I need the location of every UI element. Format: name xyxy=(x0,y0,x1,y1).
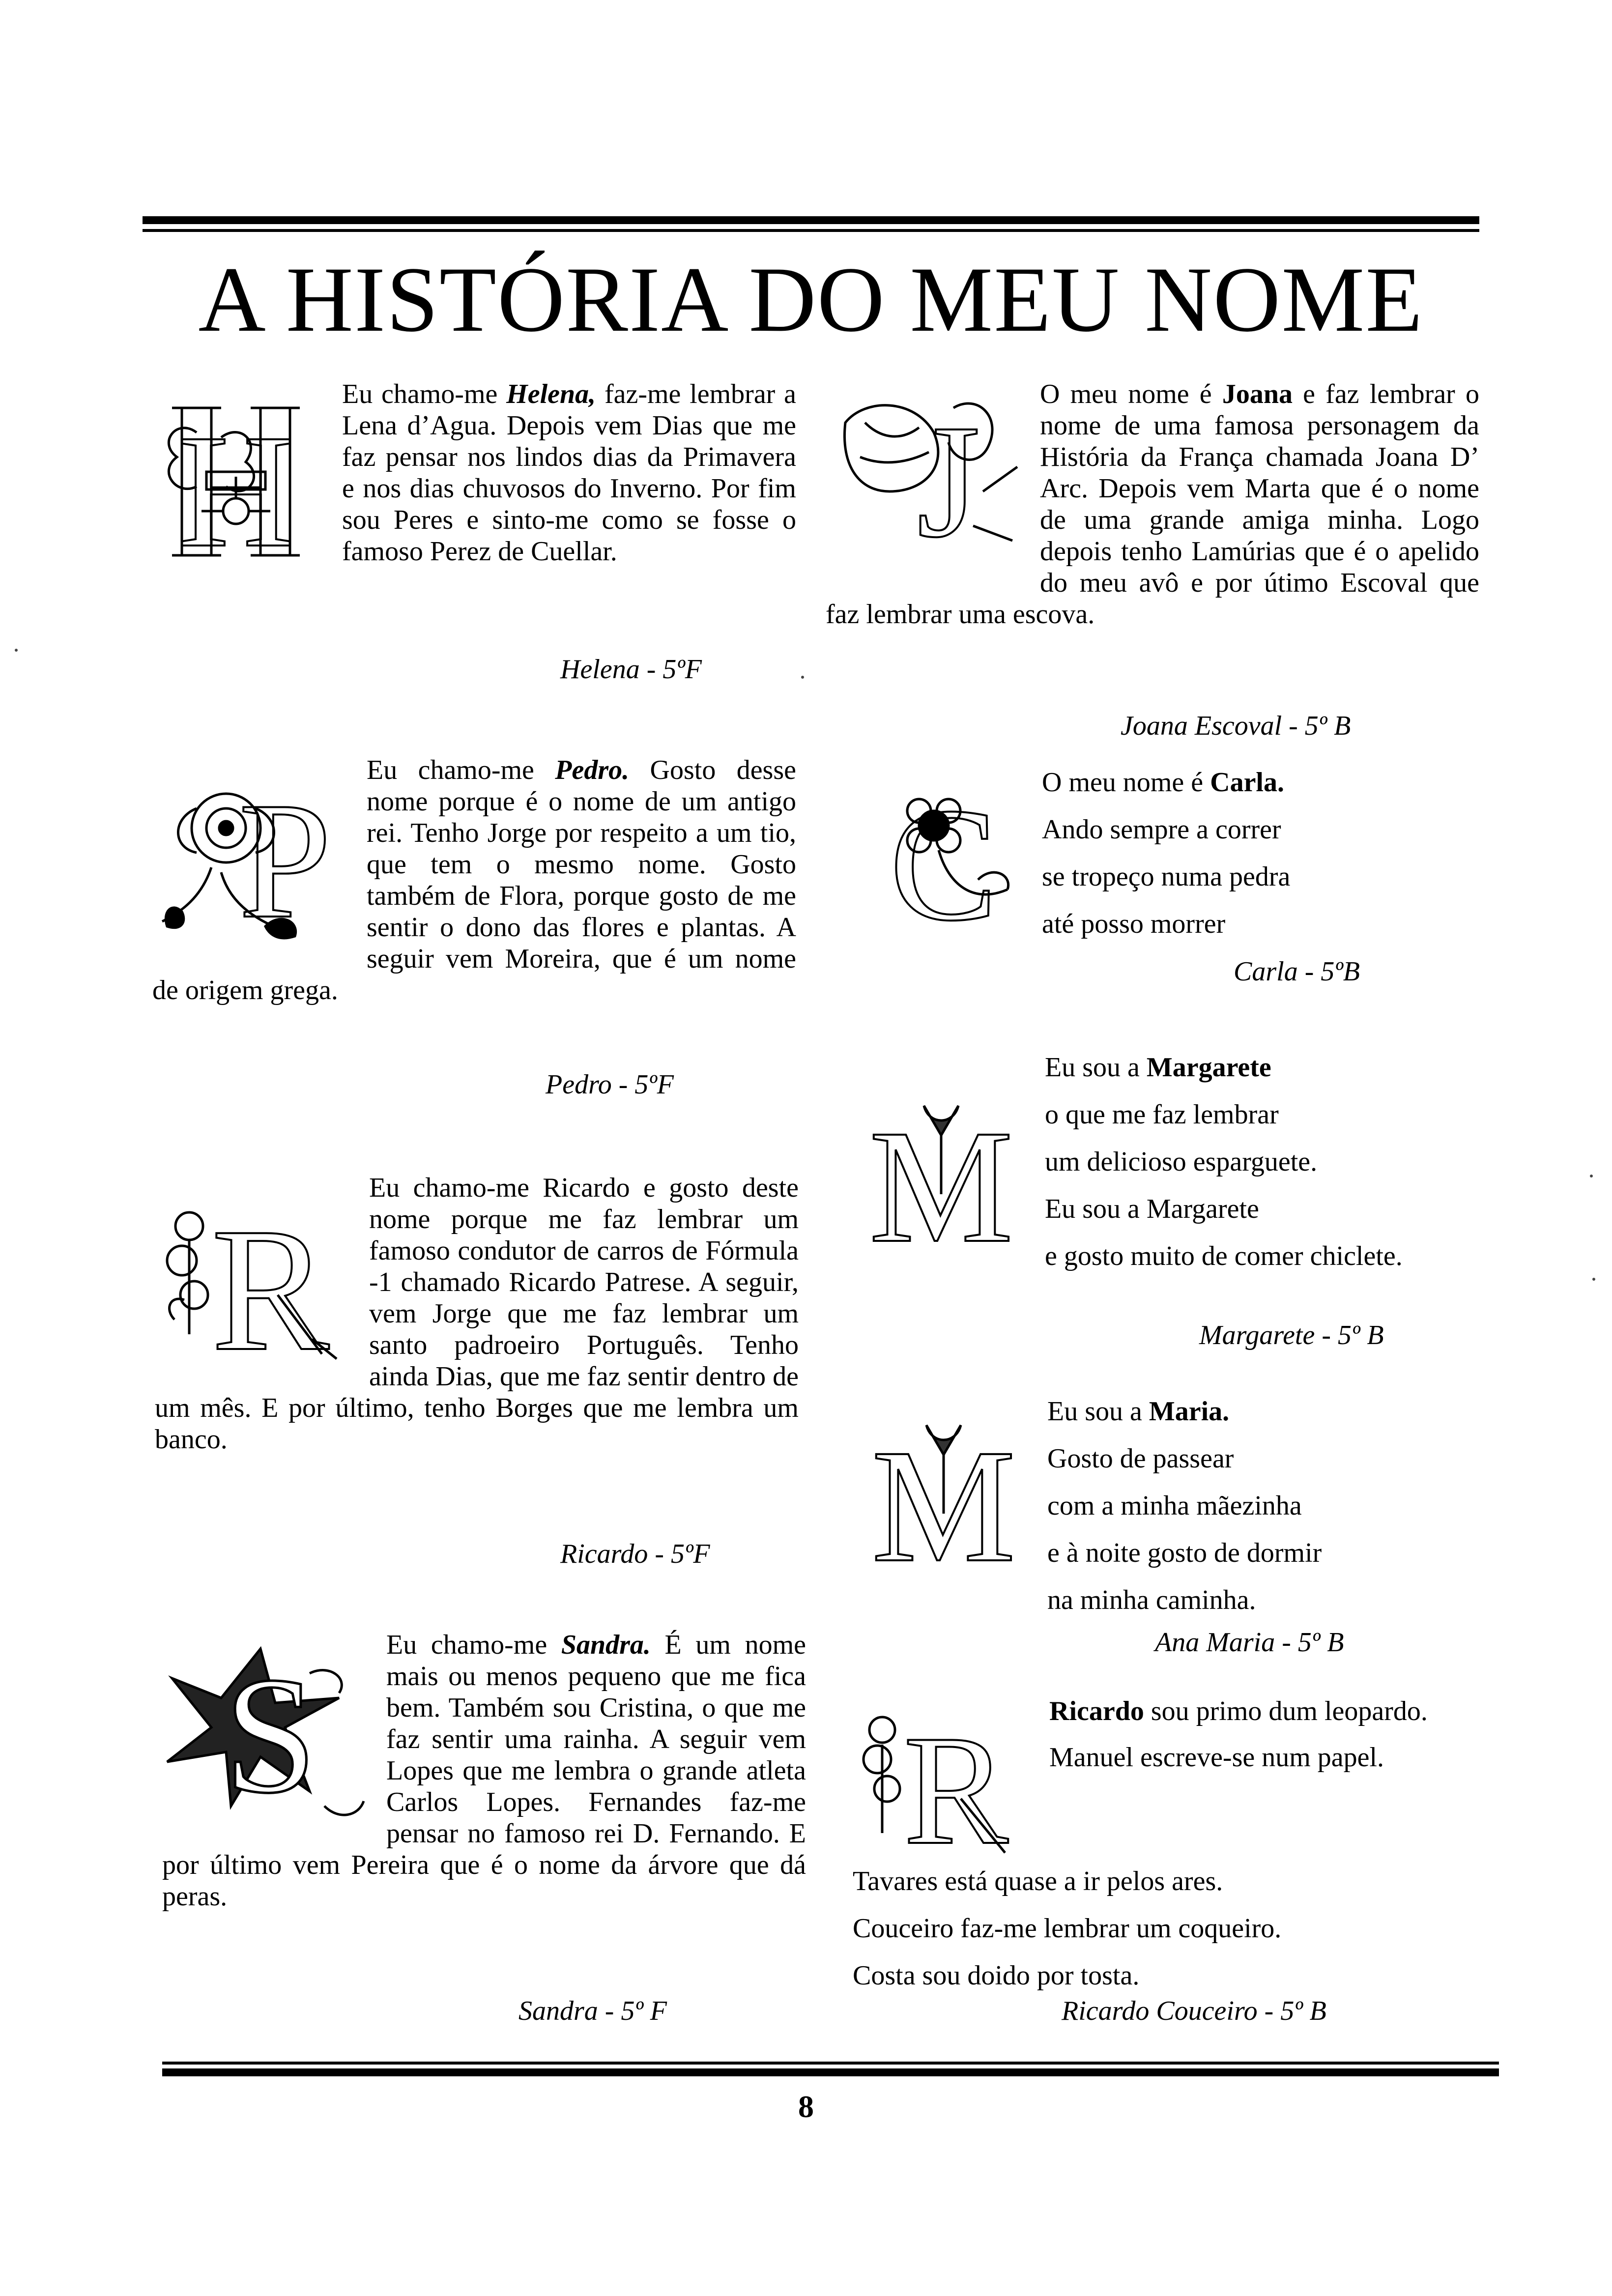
page-number: 8 xyxy=(798,2089,814,2124)
page-title: A HISTÓRIA DO MEU NOME xyxy=(198,248,1424,351)
signature-carla: Carla - 5ºB xyxy=(1234,956,1360,987)
margarete-name: Margarete xyxy=(1146,1052,1271,1083)
illuminated-m-icon xyxy=(855,1096,1027,1253)
signature-sandra: Sandra - 5º F xyxy=(518,1996,667,2026)
svg-text:M: M xyxy=(869,1097,1013,1253)
top-rule xyxy=(143,216,1479,232)
svg-text:P: P xyxy=(238,768,332,953)
entry-ricardo-couceiro: R Ricardo sou primo dum leopardo. Manuel escreve-se num papel. Tavares está quase a ir pelos ares. Couceiro faz-me lembrar um coqueiro. Costa sou doido por tosta. xyxy=(853,1696,1428,1991)
svg-text:R: R xyxy=(903,1703,1008,1863)
bottom-rule xyxy=(162,2062,1499,2076)
scan-speck xyxy=(1590,1175,1593,1177)
ricardo-couceiro-name: Ricardo xyxy=(1049,1696,1144,1726)
maria-name: Maria. xyxy=(1149,1396,1230,1427)
signature-pedro: Pedro - 5ºF xyxy=(546,1069,674,1100)
entry-ricardo: R Eu chamo-me Ricardo e gosto deste nome porque me faz lembrar um famoso condutor de carros de Fórmula -1 chamado Ricardo Patrese. A seguir, vem Jorge que me faz lembrar um santo padroeiro Português. Tenho ainda Dias, que me faz sentir dentro de um mês. E por último, tenho Borges que me lembra um banco. xyxy=(155,1173,799,1455)
signature-helena: Helena - 5ºF xyxy=(560,654,702,685)
carla-name: Carla. xyxy=(1210,767,1284,798)
helena-name: Helena, xyxy=(506,379,596,409)
svg-text:M: M xyxy=(871,1416,1016,1573)
svg-text:C: C xyxy=(889,775,998,934)
svg-text:H: H xyxy=(177,402,295,570)
entry-margarete: M Eu sou a Margarete o que me faz lembrar um delicioso esparguete. Eu sou a Margarete e gosto muito de comer chiclete. xyxy=(855,1052,1484,1272)
signature-ricardo: Ricardo - 5ºF xyxy=(560,1539,710,1569)
svg-text:R: R xyxy=(211,1191,330,1374)
illuminated-j-icon xyxy=(826,378,1022,575)
entry-carla: C O meu nome é Carla. Ando sempre a correr se tropeço numa pedra até posso morrer xyxy=(875,767,1479,955)
entry-pedro: P Eu chamo-me Pedro. Gosto desse nome porque é o nome de um antigo rei. Tenho Jorge por respeito a um tio, que tem o mesmo nome. Gosto também de Flora, porque gosto de me sentir o dono das flores e plantas. A seguir vem Moreira, que é um nome de origem grega. xyxy=(152,755,796,1005)
entry-sandra: S Eu chamo-me Sandra. É um nome mais ou menos pequeno que me fica bem. Também sou Cristina, o que me faz sentir uma rainha. A seguir vem Lopes que me lembra o grande atleta Carlos Lopes. Fernandes faz-me pensar no famoso rei D. Fernando. E por último vem Pereira que é o nome da árvore que dá peras. xyxy=(162,1630,806,1912)
entry-joana: J O meu nome é Joana e faz lembrar o nome de uma famosa personagem da História da França chamada Joana D’ Arc. Depois vem Marta que é o nome de uma grande amiga minha. Logo depois tenho Lamúrias que é o apelido do meu avô e por útimo Escoval que faz lembrar uma escova. xyxy=(826,379,1479,630)
joana-name: Joana xyxy=(1222,379,1293,409)
svg-text:J: J xyxy=(917,392,980,571)
illuminated-r-icon xyxy=(155,1172,351,1374)
scan-speck xyxy=(15,649,18,652)
pedro-name: Pedro. xyxy=(555,755,630,785)
scan-speck xyxy=(1592,1278,1595,1281)
scan-speck xyxy=(801,676,804,679)
illuminated-p-icon xyxy=(152,754,349,961)
illuminated-h-icon xyxy=(147,378,324,570)
illuminated-m-icon xyxy=(858,1415,1030,1573)
illuminated-r-icon xyxy=(853,1695,1030,1863)
sandra-name: Sandra. xyxy=(561,1630,651,1660)
entry-helena: H Eu chamo-me Helena, faz-me lembrar a Lena d’Agua. Depois vem Dias que me faz pensar nos lindos dias da Primavera e nos dias chuvosos do Inverno. Por fim sou Peres e sinto-me como se fosse o famoso Perez de Cuellar. xyxy=(147,378,796,570)
signature-margarete: Margarete - 5º B xyxy=(1199,1320,1384,1350)
illuminated-c-icon xyxy=(875,767,1017,934)
signature-joana: Joana Escoval - 5º B xyxy=(1121,711,1351,741)
entry-maria: M Eu sou a Maria. Gosto de passear com a minha mãezinha e à noite gosto de dormir na minha caminha. xyxy=(858,1396,1482,1632)
signature-maria: Ana Maria - 5º B xyxy=(1155,1627,1344,1658)
illuminated-s-icon xyxy=(162,1629,369,1836)
svg-text:S: S xyxy=(224,1642,317,1828)
signature-ricardo-couceiro: Ricardo Couceiro - 5º B xyxy=(1062,1996,1326,2026)
